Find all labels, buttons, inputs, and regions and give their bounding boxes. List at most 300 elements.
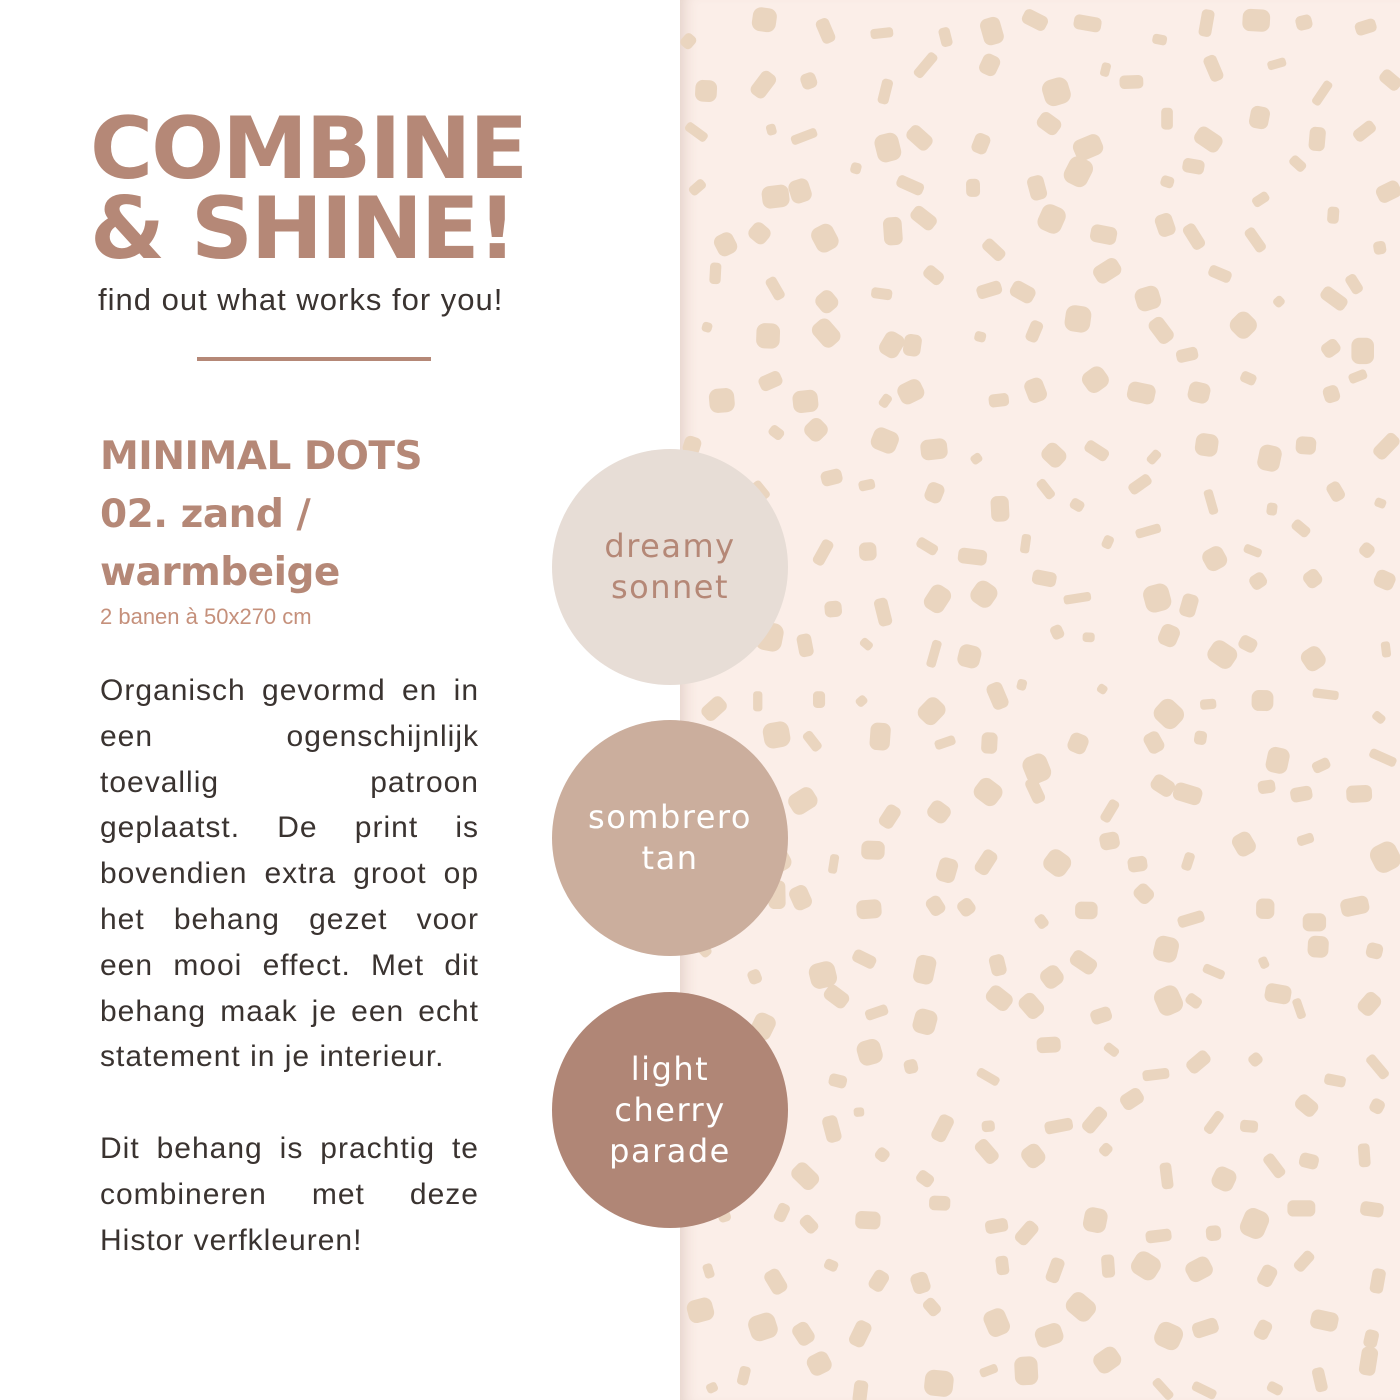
pattern-dot <box>1097 1141 1114 1158</box>
pattern-dot <box>853 1107 864 1117</box>
pattern-dot <box>1239 370 1258 387</box>
pattern-dot <box>1369 1268 1387 1295</box>
pattern-dot <box>1295 436 1316 455</box>
pattern-dot <box>1243 543 1263 558</box>
pattern-dot <box>685 1296 716 1325</box>
pattern-dot <box>981 732 998 754</box>
pattern-dot <box>1127 855 1148 873</box>
pattern-dot <box>1251 190 1271 208</box>
pattern-dot <box>1031 569 1058 588</box>
pattern-dot <box>1257 955 1270 969</box>
pattern-dot <box>1127 473 1154 497</box>
tagline: find out what works for you! <box>98 282 504 317</box>
pattern-dot <box>1065 731 1090 757</box>
pattern-dot <box>814 17 837 46</box>
swatch-label-line-3: parade <box>609 1131 731 1170</box>
pattern-dot <box>787 883 814 913</box>
pattern-dot <box>1075 902 1098 920</box>
color-swatch-light-cherry-parade <box>552 992 788 1228</box>
pattern-dot <box>1035 478 1056 501</box>
pattern-dot <box>1296 832 1315 847</box>
pattern-dot <box>1247 570 1269 592</box>
pattern-dot <box>828 1073 849 1090</box>
pattern-dot <box>847 1318 873 1349</box>
pattern-dot <box>1040 846 1075 880</box>
pattern-dot <box>1068 948 1100 977</box>
pattern-dot <box>1150 695 1188 733</box>
pattern-dot <box>1264 745 1291 775</box>
pattern-dot <box>975 280 1003 301</box>
pattern-dot <box>1063 304 1092 334</box>
pattern-dot <box>680 31 698 51</box>
pattern-dot <box>761 184 791 210</box>
pattern-dot <box>1292 1249 1316 1274</box>
pattern-dot <box>1153 211 1177 238</box>
pattern-dot <box>1068 497 1086 514</box>
pattern-dot <box>1374 178 1400 205</box>
pattern-dot <box>926 639 943 668</box>
pattern-dot <box>1351 338 1374 364</box>
pattern-dot <box>799 71 819 91</box>
pattern-dot <box>1145 448 1162 466</box>
pattern-dot <box>873 1145 891 1163</box>
pattern-dot <box>1323 1073 1346 1088</box>
pattern-dot <box>1368 1097 1387 1116</box>
pattern-dot <box>1152 33 1168 46</box>
pattern-dot <box>1371 431 1400 462</box>
pattern-dot <box>1357 540 1377 560</box>
pattern-dot <box>1365 1053 1391 1081</box>
pattern-dot <box>983 983 1015 1014</box>
pattern-dot <box>748 68 778 100</box>
pattern-dot <box>1020 7 1050 33</box>
pattern-dot <box>746 1310 780 1343</box>
pattern-dot <box>970 131 992 156</box>
pattern-dot <box>869 722 891 751</box>
pattern-dot <box>934 735 957 751</box>
pattern-dot <box>801 415 831 445</box>
pattern-dot <box>699 694 729 724</box>
pattern-dot <box>823 1258 840 1273</box>
pattern-dot <box>1226 308 1260 342</box>
pattern-dot <box>1151 1377 1175 1400</box>
pattern-dot <box>1373 240 1387 255</box>
pattern-dot <box>985 680 1011 711</box>
pattern-dot <box>1287 1200 1315 1216</box>
pattern-dot <box>855 1037 885 1068</box>
pattern-dot <box>1298 643 1329 674</box>
pattern-dot <box>1298 1151 1320 1170</box>
pattern-dot <box>915 694 949 728</box>
pattern-dot <box>1358 1143 1371 1167</box>
pattern-dot <box>1339 895 1371 918</box>
pattern-dot <box>975 1067 1001 1087</box>
pattern-dot <box>861 840 885 860</box>
pattern-dot <box>1312 688 1339 700</box>
pattern-dot <box>1251 690 1273 711</box>
pattern-dot <box>1083 439 1111 463</box>
pattern-dot <box>1321 384 1341 405</box>
swatch-label-line-1: light <box>630 1049 710 1088</box>
pattern-dot <box>1183 1254 1216 1285</box>
pattern-dot <box>812 287 841 316</box>
pattern-dot <box>1037 962 1066 991</box>
pattern-dot <box>1290 518 1312 539</box>
pattern-dot <box>1159 1162 1174 1190</box>
pattern-dot <box>1099 798 1121 824</box>
pattern-dot <box>1151 934 1180 964</box>
divider <box>197 357 431 361</box>
pattern-dot <box>1308 126 1326 151</box>
product-dimensions: 2 banen à 50x270 cm <box>100 604 312 629</box>
pattern-dot <box>1061 153 1096 190</box>
pattern-dot <box>1377 67 1400 92</box>
pattern-dot <box>912 954 938 986</box>
pattern-dot <box>1307 935 1329 958</box>
pattern-dot <box>1036 1036 1061 1053</box>
pattern-dot <box>955 896 978 919</box>
pattern-dot <box>1008 279 1038 306</box>
pattern-dot <box>1272 294 1287 309</box>
pattern-dot <box>772 1201 791 1223</box>
pattern-dot <box>762 1267 789 1297</box>
pattern-dot <box>1194 432 1220 458</box>
pattern-dot <box>788 1160 821 1193</box>
pattern-dot <box>1192 124 1226 155</box>
pattern-dot <box>1171 781 1204 807</box>
pattern-dot <box>1024 319 1044 344</box>
pattern-dot <box>757 369 784 393</box>
pattern-dot <box>1373 497 1387 510</box>
pattern-dot <box>1303 913 1326 931</box>
pattern-dot <box>1237 633 1260 654</box>
pattern-dot <box>981 1306 1012 1340</box>
pattern-dot <box>1089 223 1118 246</box>
pattern-dot <box>877 78 894 105</box>
pattern-dot <box>701 321 714 333</box>
pattern-dot <box>1040 75 1073 108</box>
pattern-dot <box>809 315 844 350</box>
pattern-dot <box>1252 1318 1274 1342</box>
pattern-dot <box>1257 779 1276 794</box>
pattern-dot <box>1151 1319 1186 1353</box>
pattern-dot <box>914 1168 936 1189</box>
pattern-dot <box>871 287 893 301</box>
pattern-dot <box>1099 62 1111 78</box>
pattern-dot <box>1291 997 1306 1020</box>
pattern-dot <box>1243 226 1267 254</box>
pattern-dot <box>866 1268 891 1294</box>
pattern-dot <box>761 720 791 750</box>
pattern-dot <box>1156 622 1182 649</box>
pattern-dot <box>756 323 780 349</box>
pattern-dot <box>1020 534 1032 554</box>
pattern-dot <box>1145 1228 1172 1244</box>
pattern-dot <box>973 847 1000 877</box>
pattern-dot <box>873 131 903 164</box>
pattern-dot <box>790 1319 817 1348</box>
pattern-dot <box>908 204 939 233</box>
swatch-label <box>570 1049 770 1172</box>
pattern-dot <box>859 542 877 561</box>
pattern-dot <box>970 775 1005 810</box>
pattern-dot <box>852 1380 869 1400</box>
pattern-dot <box>705 1381 719 1395</box>
pattern-dot <box>702 1262 716 1279</box>
pattern-dot <box>1013 1218 1041 1247</box>
pattern-dot <box>1098 831 1121 852</box>
pattern-dot <box>746 220 774 248</box>
pattern-dot <box>1191 1316 1221 1339</box>
pattern-dot <box>1038 440 1069 471</box>
pattern-dot <box>1049 623 1066 641</box>
pattern-dot <box>1371 710 1387 725</box>
pattern-dot <box>1133 284 1164 314</box>
pattern-dot <box>1178 592 1200 619</box>
pattern-dot <box>921 582 954 617</box>
pattern-dot <box>1016 678 1028 691</box>
pattern-dot <box>1100 534 1115 550</box>
pattern-dot <box>1090 1344 1124 1377</box>
pattern-dot <box>1209 1164 1239 1194</box>
pattern-dot <box>1181 222 1207 252</box>
pattern-dot <box>1082 1206 1109 1235</box>
pattern-dot <box>956 643 983 670</box>
pattern-dot <box>1294 13 1313 31</box>
pattern-dot <box>1359 1201 1384 1219</box>
pattern-dot <box>708 387 735 413</box>
pattern-dot <box>1018 1141 1048 1171</box>
pattern-dot <box>790 127 819 146</box>
pattern-dot <box>1175 346 1199 364</box>
pattern-dot <box>1128 1248 1164 1284</box>
swatch-label-line-2: sonnet <box>610 568 730 606</box>
pattern-dot <box>1096 683 1109 696</box>
pattern-dot <box>1204 637 1240 672</box>
pattern-dot <box>854 694 869 708</box>
pattern-dot <box>1180 851 1195 871</box>
pattern-dot <box>938 26 954 48</box>
pattern-dot <box>1351 119 1378 144</box>
pattern-dot <box>804 1349 834 1378</box>
pattern-dot <box>966 179 980 197</box>
pattern-dot <box>1355 989 1384 1018</box>
pattern-dot <box>856 899 882 920</box>
pattern-dot <box>1151 983 1186 1019</box>
pattern-dot <box>1266 502 1278 516</box>
pattern-dot <box>909 1270 932 1295</box>
pattern-dot <box>1266 57 1287 71</box>
pattern-dot <box>1193 730 1207 746</box>
pattern-dot <box>1203 488 1219 515</box>
pattern-dot <box>1358 1346 1379 1377</box>
pattern-dot <box>1141 729 1166 756</box>
pattern-dot <box>904 123 935 153</box>
product-title <box>100 428 520 602</box>
pattern-dot <box>929 1112 955 1144</box>
pattern-dot <box>1079 363 1112 396</box>
pattern-dot <box>1255 1263 1279 1289</box>
pattern-dot <box>785 784 820 818</box>
pattern-dot <box>801 729 823 753</box>
pattern-dot <box>1159 174 1175 189</box>
pattern-dot <box>1344 272 1365 295</box>
swatch-label <box>570 797 770 879</box>
swatch-label-line-2: tan <box>641 839 699 877</box>
pattern-dot <box>1309 1308 1340 1333</box>
pattern-dot <box>1347 368 1368 384</box>
pattern-dot <box>967 577 1001 611</box>
pattern-dot <box>1199 543 1230 574</box>
pattern-dot <box>1311 756 1332 774</box>
pattern-dot <box>765 123 777 136</box>
pattern-dot <box>798 1213 821 1236</box>
color-swatch-dreamy-sonnet <box>552 449 788 685</box>
pattern-dot <box>883 216 904 245</box>
pattern-dot <box>921 263 946 287</box>
pattern-dot <box>1256 898 1275 919</box>
pattern-dot <box>973 1137 1001 1166</box>
pattern-dot <box>1184 992 1204 1011</box>
pattern-dot <box>1035 201 1069 236</box>
pattern-dot <box>1200 698 1217 710</box>
pattern-dot <box>1229 829 1258 859</box>
pattern-dot <box>736 1365 751 1386</box>
pattern-dot <box>1181 157 1205 175</box>
pattern-dot <box>1242 8 1271 32</box>
dot-pattern <box>680 0 1400 1400</box>
pattern-dot <box>709 262 721 284</box>
pattern-dot <box>876 329 907 361</box>
pattern-dot <box>902 333 922 357</box>
pattern-dot <box>1247 1051 1265 1069</box>
pattern-dot <box>1263 982 1292 1005</box>
product-description <box>100 668 479 1263</box>
pattern-dot <box>1325 480 1347 504</box>
pattern-dot <box>977 52 1002 79</box>
pattern-dot <box>1367 838 1400 876</box>
wallpaper-pattern-preview <box>680 0 1400 1400</box>
pattern-dot <box>1362 1328 1380 1349</box>
pattern-dot <box>1248 105 1271 131</box>
pattern-dot <box>764 275 786 302</box>
pattern-dot <box>1202 53 1225 83</box>
pattern-dot <box>981 1120 995 1132</box>
pattern-dot <box>1016 990 1047 1022</box>
pattern-dot <box>1119 75 1143 89</box>
pattern-dot <box>796 633 815 658</box>
pattern-dot <box>858 478 876 492</box>
swatch-label <box>570 526 770 608</box>
pattern-dot <box>849 162 862 176</box>
pattern-dot <box>1082 632 1094 642</box>
pattern-dot <box>911 1007 940 1037</box>
pattern-dot <box>969 452 984 466</box>
pattern-dot <box>1161 108 1173 130</box>
pattern-dot <box>751 6 778 33</box>
description-paragraph-2: Dit behang is prachtig te combineren met deze Histor verfkleuren! <box>100 1131 479 1257</box>
pattern-dot <box>1080 1105 1109 1136</box>
pattern-dot <box>1014 1356 1039 1386</box>
pattern-dot <box>851 948 878 970</box>
pattern-dot <box>903 1058 920 1075</box>
pattern-dot <box>1301 567 1325 591</box>
swatch-label-line-2: cherry <box>614 1090 726 1129</box>
pattern-dot <box>786 177 813 206</box>
pattern-dot <box>821 1114 843 1144</box>
pattern-dot <box>819 468 843 488</box>
pattern-dot <box>687 178 707 197</box>
pattern-dot <box>1205 1225 1221 1242</box>
pattern-dot <box>1319 337 1343 360</box>
pattern-dot <box>1135 523 1162 539</box>
pattern-dot <box>990 496 1010 523</box>
pattern-dot <box>988 953 1008 977</box>
pattern-dot <box>915 536 940 557</box>
pattern-dot <box>988 393 1010 408</box>
pattern-dot <box>1186 380 1212 405</box>
pattern-dot <box>828 854 840 875</box>
headline-line-1: COMBINE <box>90 99 527 199</box>
pattern-dot <box>1142 1068 1170 1082</box>
pattern-dot <box>711 230 739 259</box>
pattern-dot <box>1062 1289 1099 1325</box>
product-title-line-3: warmbeige <box>100 550 340 595</box>
pattern-dot <box>1146 314 1176 346</box>
pattern-dot <box>859 636 875 651</box>
pattern-dot <box>1044 1117 1074 1135</box>
pattern-dot <box>912 51 939 80</box>
pattern-dot <box>1202 963 1226 980</box>
pattern-dot <box>877 392 893 409</box>
pattern-dot <box>1033 1321 1066 1350</box>
pattern-dot <box>1354 17 1378 36</box>
pattern-dot <box>1131 881 1156 906</box>
pattern-dot <box>870 27 894 39</box>
pattern-dot <box>1033 913 1050 931</box>
pattern-dot <box>995 1255 1010 1275</box>
pattern-dot <box>925 798 954 826</box>
pattern-dot <box>895 174 926 197</box>
pattern-dot <box>957 547 988 566</box>
pattern-dot <box>929 1195 951 1210</box>
pattern-dot <box>1365 941 1385 960</box>
headline-line-2: & SHINE! <box>90 179 515 279</box>
pattern-dot <box>1327 206 1340 224</box>
pattern-dot <box>1184 1048 1213 1075</box>
pattern-dot <box>753 691 762 711</box>
pattern-dot <box>1262 1152 1287 1180</box>
headline <box>90 99 550 279</box>
pattern-dot <box>1207 264 1233 284</box>
pattern-dot <box>984 1217 1009 1234</box>
pattern-dot <box>1089 1005 1113 1026</box>
product-title-line-1: MINIMAL DOTS <box>100 434 423 479</box>
pattern-dot <box>1318 284 1349 312</box>
pattern-dot <box>1346 785 1373 804</box>
pattern-dot <box>1101 1254 1116 1278</box>
pattern-dot <box>1141 581 1173 614</box>
pattern-dot <box>980 237 1007 263</box>
pattern-dot <box>1198 9 1215 38</box>
pattern-dot <box>1240 1119 1259 1133</box>
pattern-dot <box>877 802 903 830</box>
swatch-label-line-1: sombrero <box>588 798 752 836</box>
pattern-dot <box>920 438 949 461</box>
pattern-dot <box>923 1369 954 1398</box>
pattern-dot <box>979 1363 999 1378</box>
pattern-dot <box>1256 443 1283 473</box>
